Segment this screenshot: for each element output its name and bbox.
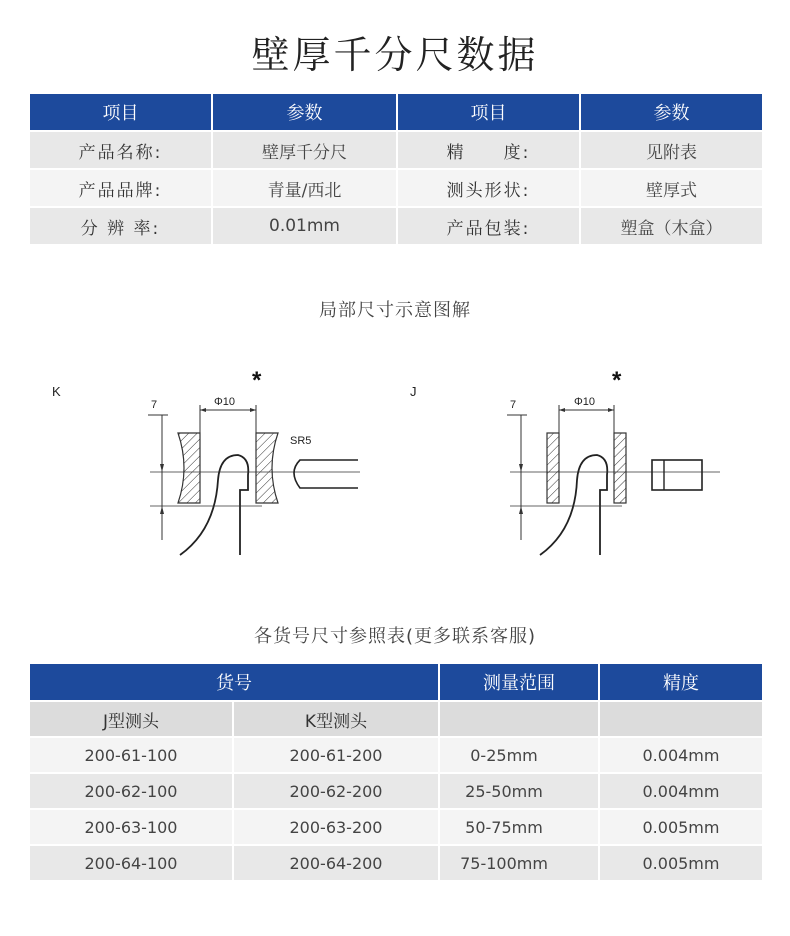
j-label: J [410,384,417,399]
table-row [29,809,763,845]
spec-value: 壁厚式 [580,169,763,207]
spec-label: 分 辨 率: [29,207,212,245]
parts-table-title: 各货号尺寸参照表(更多联系客服) [253,626,537,647]
range: 0-25mm [439,737,599,773]
accuracy: 0.005mm [599,845,763,881]
spec-label: 产品包装: [397,207,580,245]
spec-header-param: 参数 [580,93,763,131]
j-probe-drawing [410,367,720,555]
j-type-subheader: J型测头 [29,701,233,737]
spec-label: 产品品牌: [29,169,212,207]
j-dim-width: Φ10 [574,396,596,408]
table-row [29,773,763,809]
spec-header-item: 项目 [29,93,212,131]
range: 75-100mm [439,845,599,881]
accuracy: 0.004mm [599,773,763,809]
k-code: 200-62-200 [233,773,439,809]
table-row [29,737,763,773]
accuracy: 0.005mm [599,809,763,845]
empty-cell [599,701,763,737]
parts-header-code: 货号 [29,663,439,701]
k-radius: SR5 [290,435,312,447]
k-asterisk: * [252,367,262,394]
spec-row [29,169,763,207]
probe-diagram [0,350,790,580]
k-code: 200-63-200 [233,809,439,845]
table-row [29,845,763,881]
range: 25-50mm [439,773,599,809]
j-code: 200-64-100 [29,845,233,881]
spec-header-param: 参数 [212,93,397,131]
range: 50-75mm [439,809,599,845]
diagram-title: 局部尺寸示意图解 [319,300,471,321]
parts-table [28,662,764,882]
k-type-subheader: K型测头 [233,701,439,737]
spec-value: 青量/西北 [212,169,397,207]
parts-header-range: 测量范围 [439,663,599,701]
spec-header-item: 项目 [397,93,580,131]
accuracy: 0.004mm [599,737,763,773]
page-title: 壁厚千分尺数据 [251,33,539,77]
k-code: 200-61-200 [233,737,439,773]
parts-subheader-row [29,701,763,737]
spec-value: 见附表 [580,131,763,169]
spec-value: 壁厚千分尺 [212,131,397,169]
spec-label: 精 度: [397,131,580,169]
k-dim-height: 7 [151,399,158,411]
spec-row [29,207,763,245]
spec-label: 测头形状: [397,169,580,207]
spec-table [28,92,764,246]
spec-value: 塑盒（木盒） [580,207,763,245]
parts-header-accuracy: 精度 [599,663,763,701]
j-code: 200-62-100 [29,773,233,809]
spec-label: 产品名称: [29,131,212,169]
j-code: 200-63-100 [29,809,233,845]
j-asterisk: * [612,367,622,394]
j-code: 200-61-100 [29,737,233,773]
spec-row [29,131,763,169]
k-label: K [52,384,61,399]
j-dim-height: 7 [510,399,517,411]
k-dim-width: Φ10 [214,396,236,408]
k-code: 200-64-200 [233,845,439,881]
empty-cell [439,701,599,737]
k-probe-drawing [52,367,360,555]
spec-value: 0.01mm [212,207,397,245]
